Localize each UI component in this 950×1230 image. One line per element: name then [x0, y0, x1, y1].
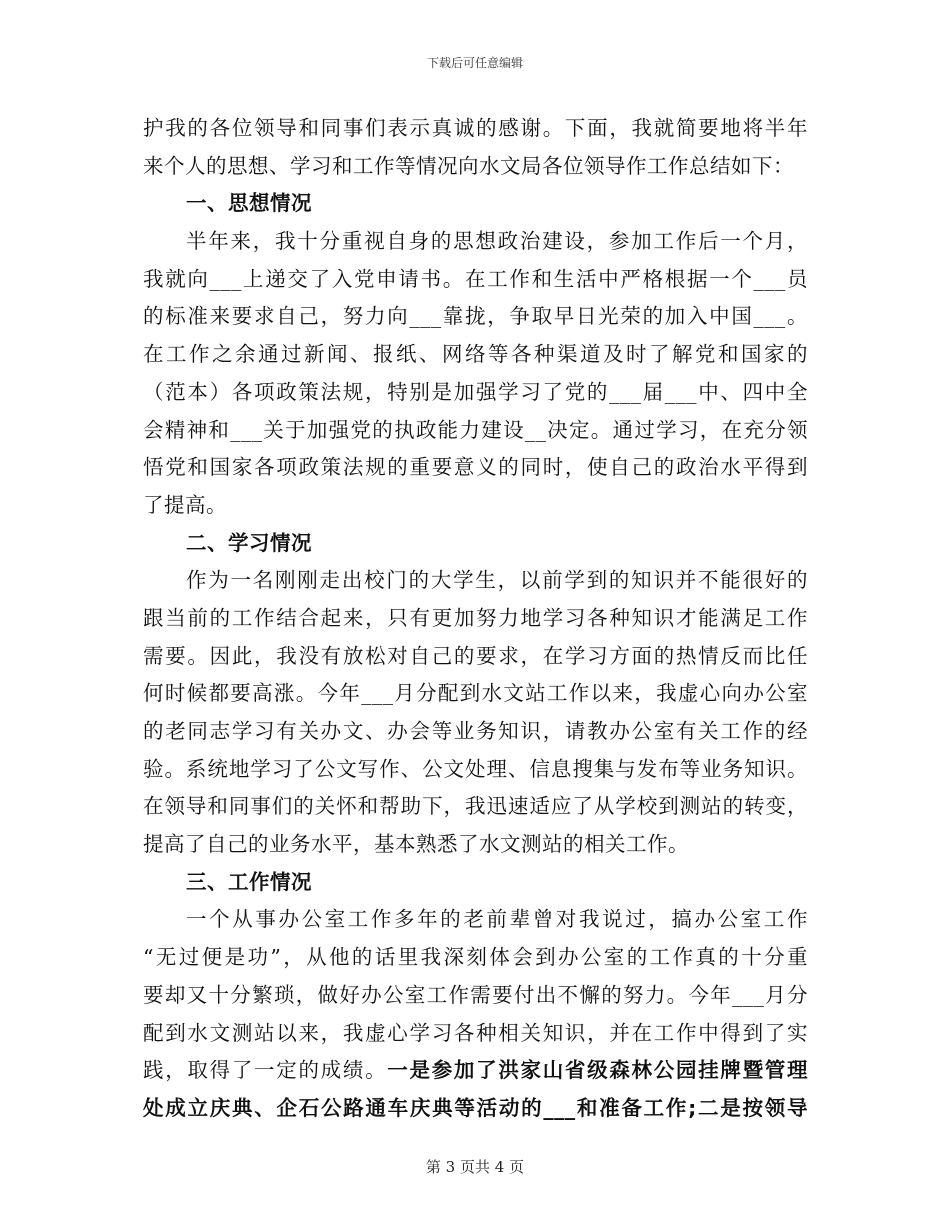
- text-span: 来个人的思想、学习和工作等情况向水文局各位领导作工作总结如下：: [143, 153, 794, 178]
- text-span: 我就向___上递交了入党申请书。在工作和生活中严格根据一个___员: [143, 266, 808, 291]
- text-line: [143, 977, 808, 1015]
- text-span: 配到水文测站以来，我虚心学习各种相关知识，并在工作中得到了实: [143, 1020, 808, 1045]
- text-line: [143, 110, 808, 148]
- text-line: [143, 713, 808, 751]
- section-heading: [143, 525, 808, 563]
- text-line: [143, 1090, 808, 1128]
- text-line: [143, 148, 808, 186]
- text-line: [143, 638, 808, 676]
- text-span: 的标准来要求自己，努力向___靠拢，争取早日光荣的加入中国___。: [143, 304, 808, 329]
- section-heading: [143, 864, 808, 902]
- text-span: 的老同志学习有关办文、办会等业务知识，请教办公室有关工作的经: [143, 719, 808, 743]
- text-span: 一、思想情况: [186, 191, 312, 216]
- text-span: 需要。因此，我没有放松对自己的要求，在学习方面的热情反而比任: [143, 643, 808, 668]
- document-body: [143, 110, 808, 1128]
- text-span: 了提高。: [143, 492, 227, 517]
- text-line: [143, 562, 808, 600]
- text-span: 会精神和___关于加强党的执政能力建设__决定。通过学习，在充分领: [143, 417, 808, 442]
- text-line: [143, 1015, 808, 1053]
- text-span: （范本）各项政策法规，特别是加强学习了党的___届___中、四中全: [143, 379, 808, 404]
- text-line: [143, 223, 808, 261]
- text-span: 悟党和国家各项政策法规的重要意义的同时，使自己的政治水平得到: [143, 455, 808, 480]
- text-span: 要却又十分繁琐，做好办公室工作需要付出不懈的努力。今年___月分: [143, 982, 808, 1007]
- page-footer: 第 3 页共 4 页: [425, 1158, 525, 1176]
- text-span: 验。系统地学习了公文写作、公文处理、信息搜集与发布等业务知识。: [143, 756, 808, 781]
- text-span: 作为一名刚刚走出校门的大学生，以前学到的知识并不能很好的: [186, 568, 808, 593]
- text-span: “无过便是功”，从他的话里我深刻体会到办公室的工作真的十分重: [143, 945, 808, 970]
- text-line: [143, 826, 808, 864]
- text-line: [143, 449, 808, 487]
- text-line: [143, 412, 808, 450]
- bold-text-span: 一是参加了洪家山省级森林公园挂牌暨管理: [387, 1058, 809, 1083]
- text-line: [143, 261, 808, 299]
- section-heading: [143, 185, 808, 223]
- text-line: [143, 1052, 808, 1090]
- text-line: [143, 374, 808, 412]
- text-line: [143, 675, 808, 713]
- text-span: 提高了自己的业务水平，基本熟悉了水文测站的相关工作。: [143, 832, 689, 857]
- text-line: [143, 901, 808, 939]
- text-line: [143, 336, 808, 374]
- text-span: 何时候都要高涨。今年___月分配到水文站工作以来，我虚心向办公室: [143, 681, 808, 706]
- text-span: 跟当前的工作结合起来，只有更加努力地学习各种知识才能满足工作: [143, 605, 808, 630]
- page-header: 下载后可任意编辑: [426, 56, 523, 70]
- text-line: [143, 788, 808, 826]
- text-span: 一个从事办公室工作多年的老前辈曾对我说过，搞办公室工作: [186, 907, 808, 932]
- text-line: [143, 487, 808, 525]
- text-line: [143, 751, 808, 789]
- text-line: [143, 298, 808, 336]
- text-span: 半年来，我十分重视自身的思想政治建设，参加工作后一个月，: [186, 229, 808, 254]
- text-span: 在工作之余通过新闻、报纸、网络等各种渠道及时了解党和国家的: [143, 342, 808, 367]
- text-span: 护我的各位领导和同事们表示真诚的感谢。下面，我就简要地将半年: [143, 116, 808, 140]
- text-span: 三、工作情况: [186, 869, 312, 894]
- bold-text-span: 处成立庆典、企石公路通车庆典等活动的___和准备工作;二是按领导: [143, 1095, 808, 1120]
- text-line: [143, 939, 808, 977]
- text-span: 二、学习情况: [186, 530, 312, 555]
- text-span: 践，取得了一定的成绩。: [143, 1058, 388, 1083]
- text-span: 在领导和同事们的关怀和帮助下，我迅速适应了从学校到测站的转变，: [143, 794, 808, 819]
- text-line: [143, 600, 808, 638]
